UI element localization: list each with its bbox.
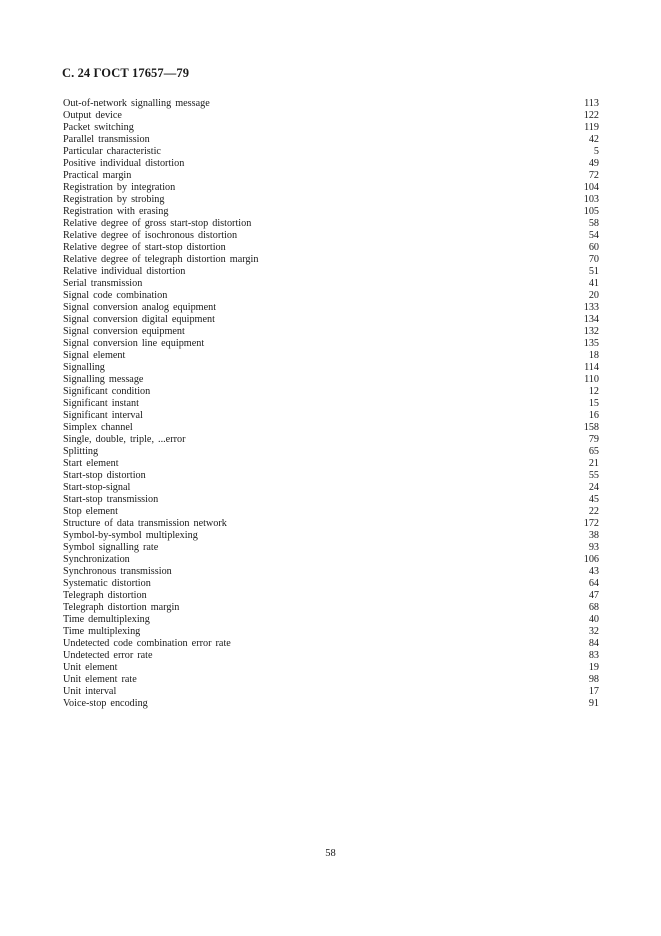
entry-term: Telegraph distortion margin bbox=[63, 602, 180, 613]
index-entry bbox=[63, 638, 599, 650]
entry-page-number: 105 bbox=[583, 206, 599, 217]
index-entry bbox=[63, 314, 599, 326]
entry-term: Relative degree of isochronous distortion bbox=[63, 230, 238, 241]
index-entry bbox=[63, 458, 599, 470]
entry-page-number: 158 bbox=[583, 422, 599, 433]
entry-page-number: 51 bbox=[588, 266, 599, 277]
index-entry bbox=[63, 590, 599, 602]
entry-term: Relative degree of gross start-stop distortion bbox=[63, 218, 252, 229]
entry-term: Start element bbox=[63, 458, 119, 469]
index-entry bbox=[63, 626, 599, 638]
entry-page-number: 18 bbox=[588, 350, 599, 361]
entry-page-number: 38 bbox=[588, 530, 599, 541]
index-entry bbox=[63, 242, 599, 254]
index-entry bbox=[63, 446, 599, 458]
entry-page-number: 45 bbox=[588, 494, 599, 505]
entry-page-number: 106 bbox=[583, 554, 599, 565]
index-entry bbox=[63, 338, 599, 350]
entry-term: Out-of-network signalling message bbox=[63, 98, 210, 109]
index-entry bbox=[63, 206, 599, 218]
page-number: 58 bbox=[325, 848, 336, 859]
index-entry bbox=[63, 698, 599, 710]
entry-page-number: 60 bbox=[588, 242, 599, 253]
entry-page-number: 93 bbox=[588, 542, 599, 553]
index-entry bbox=[63, 566, 599, 578]
index-entry bbox=[63, 110, 599, 122]
entry-term: Positive individual distortion bbox=[63, 158, 185, 169]
entry-term: Signalling message bbox=[63, 374, 144, 385]
index-entry bbox=[63, 230, 599, 242]
index-entry bbox=[63, 542, 599, 554]
index-entry bbox=[63, 554, 599, 566]
index-entry bbox=[63, 98, 599, 110]
entry-page-number: 49 bbox=[588, 158, 599, 169]
entry-term: Signal conversion digital equipment bbox=[63, 314, 215, 325]
entry-page-number: 135 bbox=[583, 338, 599, 349]
entry-page-number: 110 bbox=[584, 374, 599, 385]
entry-page-number: 122 bbox=[583, 110, 599, 121]
entry-page-number: 70 bbox=[588, 254, 599, 265]
index-entry bbox=[63, 650, 599, 662]
entry-term: Unit interval bbox=[63, 686, 117, 697]
entry-term: Signal element bbox=[63, 350, 126, 361]
index-entry bbox=[63, 482, 599, 494]
entry-page-number: 133 bbox=[583, 302, 599, 313]
entry-term: Signal conversion analog equipment bbox=[63, 302, 217, 313]
entry-term: Synchronous transmission bbox=[63, 566, 172, 577]
entry-term: Serial transmission bbox=[63, 278, 143, 289]
entry-page-number: 119 bbox=[584, 122, 599, 133]
entry-term: Signal conversion equipment bbox=[63, 326, 185, 337]
index-entry bbox=[63, 434, 599, 446]
entry-page-number: 12 bbox=[588, 386, 599, 397]
entry-term: Significant condition bbox=[63, 386, 151, 397]
entry-page-number: 64 bbox=[588, 578, 599, 589]
entry-page-number: 91 bbox=[588, 698, 599, 709]
entry-term: Registration with erasing bbox=[63, 206, 169, 217]
entry-page-number: 172 bbox=[583, 518, 599, 529]
entry-page-number: 58 bbox=[588, 218, 599, 229]
entry-term: Undetected error rate bbox=[63, 650, 153, 661]
entry-page-number: 113 bbox=[584, 98, 599, 109]
index-entry bbox=[63, 266, 599, 278]
index-list bbox=[63, 98, 599, 710]
entry-term: Registration by strobing bbox=[63, 194, 165, 205]
entry-page-number: 22 bbox=[588, 506, 599, 517]
index-entry bbox=[63, 374, 599, 386]
index-entry bbox=[63, 170, 599, 182]
index-entry bbox=[63, 614, 599, 626]
entry-term: Start-stop transmission bbox=[63, 494, 159, 505]
entry-page-number: 17 bbox=[588, 686, 599, 697]
entry-term: Stop element bbox=[63, 506, 118, 517]
entry-page-number: 43 bbox=[588, 566, 599, 577]
entry-page-number: 16 bbox=[588, 410, 599, 421]
entry-page-number: 24 bbox=[588, 482, 599, 493]
entry-page-number: 65 bbox=[588, 446, 599, 457]
entry-term: Undetected code combination error rate bbox=[63, 638, 231, 649]
entry-term: Time demultiplexing bbox=[63, 614, 150, 625]
index-entry bbox=[63, 506, 599, 518]
entry-page-number: 19 bbox=[588, 662, 599, 673]
entry-page-number: 72 bbox=[588, 170, 599, 181]
entry-term: Start-stop-signal bbox=[63, 482, 131, 493]
entry-term: Synchronization bbox=[63, 554, 130, 565]
index-entry bbox=[63, 530, 599, 542]
index-entry bbox=[63, 254, 599, 266]
entry-page-number: 104 bbox=[583, 182, 599, 193]
entry-term: Systematic distortion bbox=[63, 578, 151, 589]
entry-term: Registration by integration bbox=[63, 182, 176, 193]
entry-term: Symbol-by-symbol multiplexing bbox=[63, 530, 198, 541]
entry-term: Unit element rate bbox=[63, 674, 137, 685]
entry-term: Relative degree of start-stop distortion bbox=[63, 242, 226, 253]
index-entry bbox=[63, 494, 599, 506]
entry-page-number: 15 bbox=[588, 398, 599, 409]
entry-page-number: 68 bbox=[588, 602, 599, 613]
index-entry bbox=[63, 602, 599, 614]
entry-page-number: 103 bbox=[583, 194, 599, 205]
entry-term: Signalling bbox=[63, 362, 105, 373]
entry-page-number: 83 bbox=[588, 650, 599, 661]
index-entry bbox=[63, 470, 599, 482]
index-entry bbox=[63, 302, 599, 314]
entry-page-number: 40 bbox=[588, 614, 599, 625]
index-entry bbox=[63, 182, 599, 194]
entry-term: Packet switching bbox=[63, 122, 134, 133]
entry-page-number: 20 bbox=[588, 290, 599, 301]
index-entry bbox=[63, 422, 599, 434]
entry-term: Significant instant bbox=[63, 398, 139, 409]
entry-term: Relative individual distortion bbox=[63, 266, 186, 277]
entry-term: Start-stop distortion bbox=[63, 470, 146, 481]
entry-term: Unit element bbox=[63, 662, 118, 673]
entry-page-number: 47 bbox=[588, 590, 599, 601]
entry-page-number: 41 bbox=[588, 278, 599, 289]
index-entry bbox=[63, 326, 599, 338]
entry-term: Practical margin bbox=[63, 170, 132, 181]
entry-term: Output device bbox=[63, 110, 122, 121]
entry-page-number: 134 bbox=[583, 314, 599, 325]
index-entry bbox=[63, 662, 599, 674]
entry-term: Parallel transmission bbox=[63, 134, 150, 145]
entry-term: Particular characteristic bbox=[63, 146, 161, 157]
entry-term: Signal conversion line equipment bbox=[63, 338, 205, 349]
entry-term: Signal code combination bbox=[63, 290, 168, 301]
entry-page-number: 132 bbox=[583, 326, 599, 337]
index-entry bbox=[63, 158, 599, 170]
entry-page-number: 55 bbox=[588, 470, 599, 481]
entry-term: Splitting bbox=[63, 446, 99, 457]
index-entry bbox=[63, 350, 599, 362]
index-entry bbox=[63, 398, 599, 410]
entry-term: Single, double, triple, ...error bbox=[63, 434, 186, 445]
entry-term: Time multiplexing bbox=[63, 626, 141, 637]
index-entry bbox=[63, 578, 599, 590]
index-entry bbox=[63, 218, 599, 230]
entry-page-number: 5 bbox=[593, 146, 599, 157]
entry-page-number: 21 bbox=[588, 458, 599, 469]
index-entry bbox=[63, 362, 599, 374]
index-entry bbox=[63, 290, 599, 302]
entry-term: Simplex channel bbox=[63, 422, 133, 433]
index-entry bbox=[63, 194, 599, 206]
entry-term: Relative degree of telegraph distortion margin bbox=[63, 254, 259, 265]
page-header: С. 24 ГОСТ 17657—79 bbox=[62, 66, 190, 80]
entry-page-number: 42 bbox=[588, 134, 599, 145]
entry-page-number: 84 bbox=[588, 638, 599, 649]
index-entry bbox=[63, 674, 599, 686]
index-entry bbox=[63, 278, 599, 290]
entry-term: Symbol signalling rate bbox=[63, 542, 159, 553]
index-entry bbox=[63, 410, 599, 422]
index-entry bbox=[63, 386, 599, 398]
index-entry bbox=[63, 686, 599, 698]
entry-page-number: 98 bbox=[588, 674, 599, 685]
entry-page-number: 79 bbox=[588, 434, 599, 445]
index-entry bbox=[63, 122, 599, 134]
entry-term: Significant interval bbox=[63, 410, 143, 421]
index-entry bbox=[63, 518, 599, 530]
entry-page-number: 114 bbox=[584, 362, 599, 373]
entry-page-number: 54 bbox=[588, 230, 599, 241]
entry-term: Structure of data transmission network bbox=[63, 518, 227, 529]
index-entry bbox=[63, 134, 599, 146]
index-entry bbox=[63, 146, 599, 158]
entry-page-number: 32 bbox=[588, 626, 599, 637]
entry-term: Voice-stop encoding bbox=[63, 698, 148, 709]
entry-term: Telegraph distortion bbox=[63, 590, 147, 601]
